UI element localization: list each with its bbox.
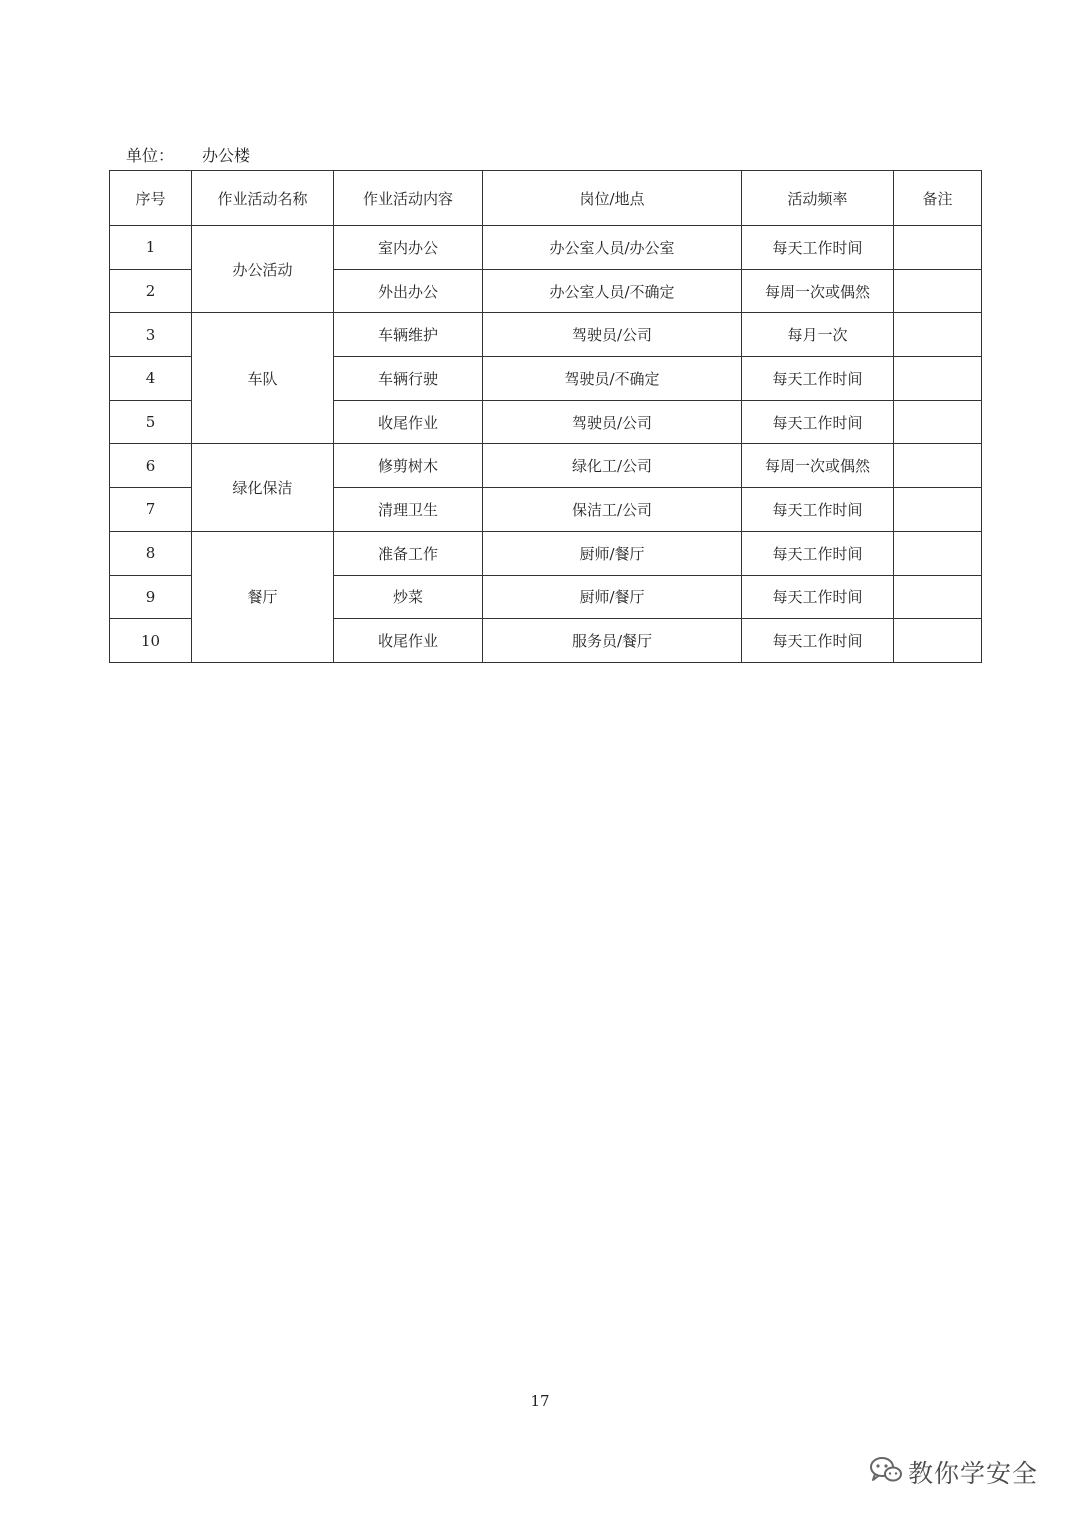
cell-content: 收尾作业: [334, 619, 483, 663]
cell-frequency: 每天工作时间: [742, 400, 894, 444]
unit-value: 办公楼: [202, 146, 251, 165]
cell-no: 8: [110, 531, 192, 575]
cell-frequency: 每天工作时间: [742, 226, 894, 270]
cell-no: 3: [110, 313, 192, 357]
cell-no: 2: [110, 269, 192, 313]
activity-table: [109, 170, 982, 663]
cell-no: 5: [110, 400, 192, 444]
header-no: 序号: [110, 171, 192, 226]
cell-content: 收尾作业: [334, 400, 483, 444]
wechat-icon: [868, 1455, 908, 1489]
cell-content: 炒菜: [334, 575, 483, 619]
cell-post: 保洁工/公司: [483, 488, 742, 532]
watermark: [868, 1452, 1038, 1492]
cell-frequency: 每周一次或偶然: [742, 444, 894, 488]
header-activity-name: 作业活动名称: [192, 171, 334, 226]
cell-note: [894, 226, 982, 270]
cell-frequency: 每天工作时间: [742, 357, 894, 401]
cell-post: 驾驶员/公司: [483, 400, 742, 444]
header-activity-content: 作业活动内容: [334, 171, 483, 226]
cell-no: 10: [110, 619, 192, 663]
cell-content: 修剪树木: [334, 444, 483, 488]
cell-note: [894, 444, 982, 488]
cell-post: 绿化工/公司: [483, 444, 742, 488]
unit-label: 单位：: [126, 146, 175, 165]
header-note: 备注: [894, 171, 982, 226]
cell-note: [894, 400, 982, 444]
cell-post: 办公室人员/办公室: [483, 226, 742, 270]
cell-content: 车辆维护: [334, 313, 483, 357]
cell-content: 外出办公: [334, 269, 483, 313]
page-number: 17: [530, 1392, 550, 1410]
cell-no: 6: [110, 444, 192, 488]
cell-frequency: 每天工作时间: [742, 531, 894, 575]
cell-post: 驾驶员/不确定: [483, 357, 742, 401]
cell-group: 绿化保洁: [192, 444, 334, 531]
header-frequency: 活动频率: [742, 171, 894, 226]
cell-post: 办公室人员/不确定: [483, 269, 742, 313]
cell-note: [894, 619, 982, 663]
cell-frequency: 每天工作时间: [742, 488, 894, 532]
cell-content: 准备工作: [334, 531, 483, 575]
header-post-location: 岗位/地点: [483, 171, 742, 226]
cell-post: 服务员/餐厅: [483, 619, 742, 663]
cell-content: 清理卫生: [334, 488, 483, 532]
cell-post: 厨师/餐厅: [483, 575, 742, 619]
watermark-text: 教你学安全: [908, 1459, 1039, 1488]
table-row: [110, 313, 982, 357]
cell-group: 餐厅: [192, 531, 334, 662]
cell-note: [894, 357, 982, 401]
cell-note: [894, 575, 982, 619]
cell-post: 厨师/餐厅: [483, 531, 742, 575]
cell-content: 车辆行驶: [334, 357, 483, 401]
cell-note: [894, 488, 982, 532]
cell-note: [894, 531, 982, 575]
unit-line: [126, 143, 250, 166]
table-row: [110, 226, 982, 270]
table-row: [110, 531, 982, 575]
cell-group: 办公活动: [192, 226, 334, 313]
cell-frequency: 每天工作时间: [742, 619, 894, 663]
cell-frequency: 每天工作时间: [742, 575, 894, 619]
cell-no: 7: [110, 488, 192, 532]
cell-content: 室内办公: [334, 226, 483, 270]
cell-frequency: 每月一次: [742, 313, 894, 357]
cell-frequency: 每周一次或偶然: [742, 269, 894, 313]
cell-no: 9: [110, 575, 192, 619]
cell-no: 4: [110, 357, 192, 401]
table-header-row: [110, 171, 982, 226]
cell-note: [894, 269, 982, 313]
cell-note: [894, 313, 982, 357]
cell-group: 车队: [192, 313, 334, 444]
cell-no: 1: [110, 226, 192, 270]
cell-post: 驾驶员/公司: [483, 313, 742, 357]
table-row: [110, 444, 982, 488]
